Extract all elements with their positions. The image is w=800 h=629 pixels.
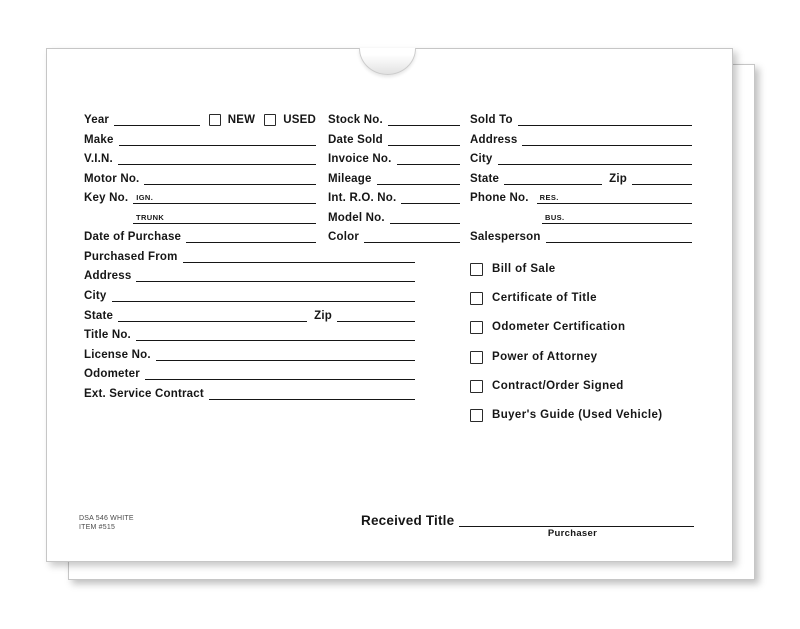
phone-bus-line[interactable] [542,211,692,224]
sold-to-line[interactable] [518,113,692,126]
thumb-notch [359,48,416,75]
key-no-trunk-line[interactable] [133,211,316,224]
purchased-from-label: Purchased From [84,250,178,263]
salesperson-label: Salesperson [470,230,541,243]
odometer-label: Odometer [84,367,140,380]
field-motor-no [84,170,316,185]
color-line[interactable] [364,230,460,243]
form-code [79,514,134,532]
field-mileage [328,170,460,185]
trunk-sublabel: TRUNK [136,213,165,222]
field-key-no-trunk [133,209,316,224]
phone-res-line[interactable] [537,191,692,204]
power-of-attorney-label: Power of Attorney [492,351,598,363]
form-code-line2: ITEM #515 [79,524,116,531]
field-salesperson [470,228,692,243]
odometer-certification-label: Odometer Certification [492,321,626,333]
bus-sublabel: BUS. [545,213,565,222]
field-model-no [328,209,460,224]
certificate-of-title-checkbox[interactable] [470,292,483,305]
ext-service-contract-label: Ext. Service Contract [84,387,204,400]
key-no-label: Key No. [84,191,129,204]
motor-no-label: Motor No. [84,172,140,185]
model-no-label: Model No. [328,211,385,224]
field-odometer [84,365,415,380]
field-phone-res [470,189,692,204]
buyer-state-label: State [470,172,500,185]
buyer-city-label: City [470,152,493,165]
motor-no-line[interactable] [144,172,316,185]
bill-of-sale-label: Bill of Sale [492,263,556,275]
buyer-state-line[interactable] [504,172,602,185]
odometer-certification-checkbox[interactable] [470,321,483,334]
purchaser-caption: Purchaser [547,528,598,539]
make-line[interactable] [119,133,316,146]
field-invoice-no [328,150,460,165]
res-sublabel: RES. [539,193,559,202]
field-title-no [84,326,415,341]
seller-address-line[interactable] [136,269,415,282]
mileage-line[interactable] [377,172,460,185]
deal-envelope [46,48,733,562]
seller-zip-line[interactable] [337,309,415,322]
license-no-line[interactable] [156,348,415,361]
checklist-bill-of-sale [470,262,556,276]
seller-city-label: City [84,289,107,302]
date-of-purchase-line[interactable] [186,230,316,243]
new-label: NEW [227,113,256,126]
field-make [84,131,316,146]
buyers-guide-label: Buyer's Guide (Used Vehicle) [492,409,663,421]
field-sold-to [470,111,692,126]
used-label: USED [283,113,316,126]
certificate-of-title-label: Certificate of Title [492,292,597,304]
power-of-attorney-checkbox[interactable] [470,351,483,364]
phone-no-label: Phone No. [470,191,529,204]
int-ro-no-line[interactable] [401,191,460,204]
model-no-line[interactable] [390,211,460,224]
field-buyer-city [470,150,692,165]
buyer-address-line[interactable] [522,133,692,146]
field-phone-bus [542,209,692,224]
seller-city-line[interactable] [112,289,415,302]
title-no-line[interactable] [136,328,415,341]
checklist-buyers-guide [470,408,663,422]
field-seller-address [84,267,415,282]
field-color [328,228,460,243]
form-code-line1: DSA 546 WHITE [79,515,134,522]
field-key-no-ign [84,189,316,204]
int-ro-no-label: Int. R.O. No. [328,191,397,204]
stock-no-label: Stock No. [328,113,383,126]
field-stock-no [328,111,460,126]
field-buyer-state-zip [470,170,692,185]
contract-order-signed-label: Contract/Order Signed [492,380,624,392]
field-seller-city [84,287,415,302]
checklist-power-of-attorney [470,350,597,364]
checklist-certificate-of-title [470,291,597,305]
field-year [84,111,316,126]
odometer-line[interactable] [145,367,415,380]
field-date-sold [328,131,460,146]
used-checkbox[interactable] [264,114,276,126]
sold-to-label: Sold To [470,113,513,126]
mileage-label: Mileage [328,172,372,185]
buyer-address-label: Address [470,133,518,146]
field-date-of-purchase [84,228,316,243]
purchased-from-line[interactable] [183,250,415,263]
bill-of-sale-checkbox[interactable] [470,263,483,276]
title-no-label: Title No. [84,328,131,341]
invoice-no-line[interactable] [397,152,460,165]
date-of-purchase-label: Date of Purchase [84,230,182,243]
license-no-label: License No. [84,348,151,361]
field-buyer-address [470,131,692,146]
seller-address-label: Address [84,269,132,282]
new-checkbox[interactable] [209,114,221,126]
field-seller-state-zip [84,307,415,322]
field-license-no [84,346,415,361]
checklist-odometer-certification [470,320,625,334]
field-ext-service-contract [84,385,415,400]
seller-state-line[interactable] [118,309,307,322]
seller-state-label: State [84,309,114,322]
year-label: Year [84,113,110,126]
ext-service-contract-line[interactable] [209,387,415,400]
contract-order-signed-checkbox[interactable] [470,380,483,393]
ign-sublabel: IGN. [136,193,154,202]
date-sold-label: Date Sold [328,133,383,146]
buyer-zip-label: Zip [609,172,627,185]
date-sold-line[interactable] [388,133,460,146]
vin-label: V.I.N. [84,152,113,165]
checklist-contract-order-signed [470,379,624,393]
received-title-line[interactable] [459,514,694,527]
vin-line[interactable] [118,152,316,165]
invoice-no-label: Invoice No. [328,152,392,165]
salesperson-line[interactable] [546,230,692,243]
field-int-ro-no [328,189,460,204]
seller-zip-label: Zip [314,309,332,322]
make-label: Make [84,133,114,146]
field-received-title [361,510,694,527]
buyers-guide-checkbox[interactable] [470,409,483,422]
color-label: Color [328,230,360,243]
received-title-label: Received Title [361,512,455,528]
field-vin [84,150,316,165]
buyer-zip-line[interactable] [632,172,692,185]
field-purchased-from [84,248,415,263]
stock-no-line[interactable] [388,113,460,126]
buyer-city-line[interactable] [498,152,692,165]
year-line[interactable] [114,113,200,126]
key-no-ign-line[interactable] [133,191,316,204]
